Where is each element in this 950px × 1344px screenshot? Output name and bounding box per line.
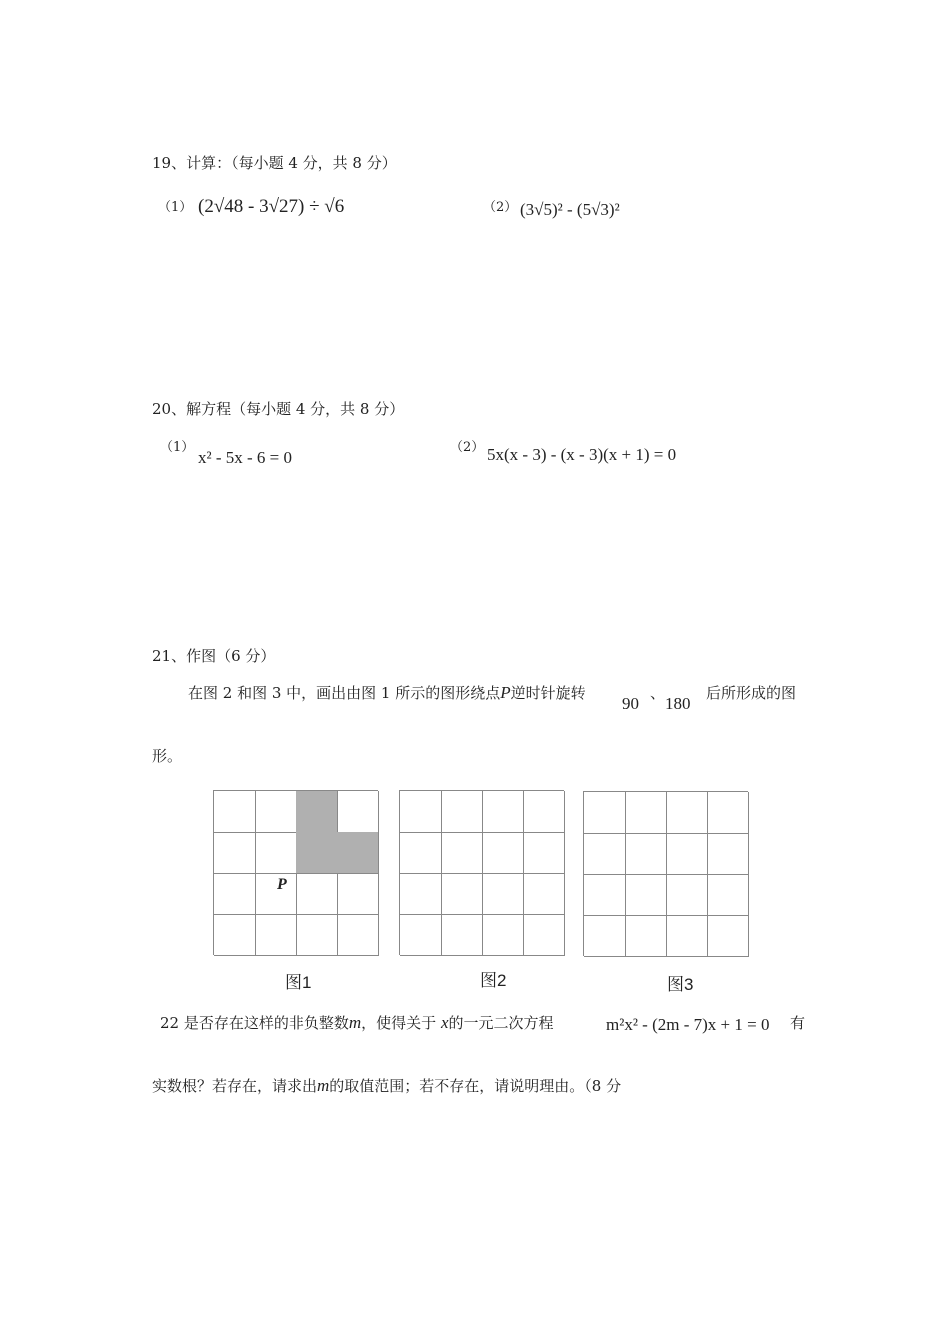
q19-part1-label: （1） — [158, 200, 193, 215]
q19-part2-label: （2） — [483, 200, 518, 215]
q20-part2-label: （2） — [450, 440, 485, 455]
q22-text-b: ，使得关于 — [361, 1014, 437, 1032]
q21-text-a: 在图 2 和图 3 中，画出由图 1 所示的图形绕点 — [188, 684, 501, 702]
q20-part1-expression: x² - 5x - 6 = 0 — [198, 448, 293, 467]
q22-text-a: 22 是否存在这样的非负整数 — [160, 1014, 349, 1032]
q22-var-x: x — [440, 1013, 449, 1032]
q22-line2-b: 的取值范围；若不存在，请说明理由。（8 分 — [329, 1077, 622, 1095]
q22-text-c: 的一元二次方程 — [448, 1014, 554, 1032]
q22-text-d: 有 — [790, 1014, 806, 1032]
figure3-caption: 图3 — [667, 975, 694, 994]
q22-equation: m²x² - (2m - 7)x + 1 = 0 — [606, 1015, 770, 1034]
q19-part1-expression: (2√48 - 3√27) ÷ √6 — [198, 196, 345, 217]
q21-point: P — [500, 683, 511, 702]
q21-instruction-line1 — [188, 682, 586, 703]
figure1-point-label: P — [277, 876, 287, 893]
figure2-grid — [399, 790, 564, 955]
q20-part2-expression: 5x(x - 3) - (x - 3)(x + 1) = 0 — [487, 445, 677, 464]
q22-var-m: m — [348, 1013, 362, 1032]
shaded-cell — [296, 791, 338, 833]
figure1-grid — [213, 790, 378, 955]
figure2-caption: 图2 — [480, 971, 507, 990]
q22-line2 — [152, 1075, 621, 1096]
shaded-cell — [337, 832, 379, 874]
q20-part1-label: （1） — [160, 440, 195, 455]
figure3-grid — [583, 791, 748, 956]
q21-separator: 、 — [650, 684, 666, 702]
q21-text-b: 逆时针旋转 — [510, 684, 586, 702]
q20-heading: 20、解方程（每小题 4 分，共 8 分） — [152, 400, 405, 418]
figure1-caption: 图1 — [285, 973, 312, 992]
q21-text-c: 后所形成的图 — [706, 684, 797, 702]
q19-heading: 19、计算：（每小题 4 分，共 8 分） — [152, 154, 397, 172]
q22-line1 — [160, 1012, 554, 1033]
q19-part2-expression: (3√5)² - (5√3)² — [520, 200, 620, 219]
q21-angle-90: 90 — [622, 694, 639, 713]
shaded-cell — [296, 832, 338, 874]
q21-angle-180: 180 — [665, 694, 691, 713]
q21-instruction-line2: 形。 — [152, 747, 183, 765]
q21-heading: 21、作图（6 分） — [152, 647, 276, 665]
q22-line2-var: m — [317, 1076, 330, 1095]
q22-line2-a: 实数根？若存在，请求出 — [152, 1077, 318, 1095]
